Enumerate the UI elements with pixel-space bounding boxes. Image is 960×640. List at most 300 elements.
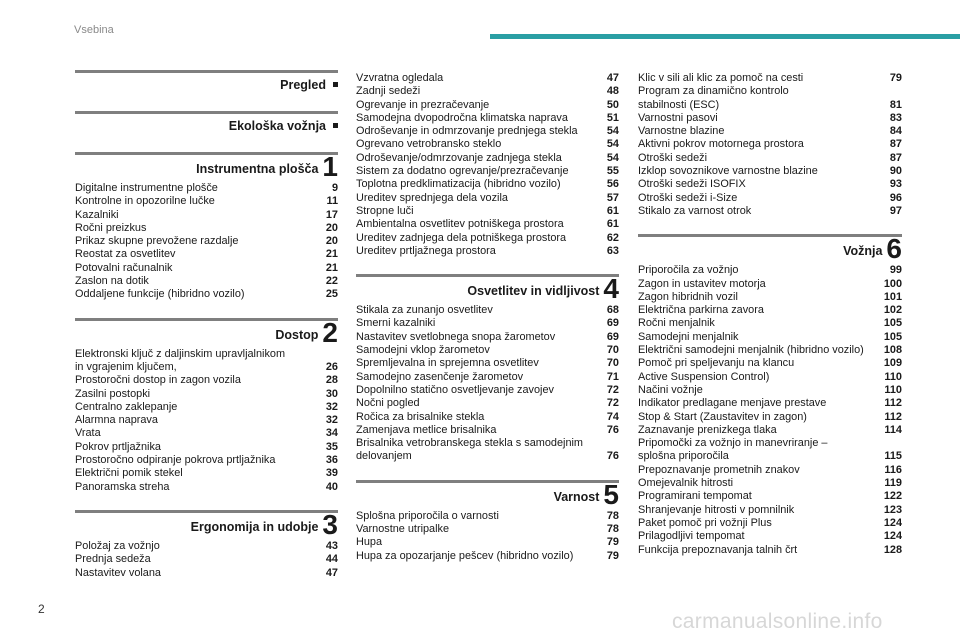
- entry-list: [638, 72, 902, 218]
- toc-entry-title: Pokrov prtljažnika: [75, 440, 161, 453]
- toc-entry[interactable]: [75, 248, 338, 261]
- toc-entry-title: Klic v sili ali klic za pomoč na cesti: [638, 72, 804, 84]
- toc-entry[interactable]: [356, 550, 619, 563]
- toc-entry[interactable]: [75, 454, 338, 467]
- toc-entry[interactable]: [638, 411, 902, 424]
- toc-entry-title: stabilnosti (ESC): [638, 98, 720, 111]
- entry-list: [75, 348, 338, 494]
- section-title-label: Dostop: [275, 327, 319, 342]
- toc-entry-title: Splošna priporočila o varnosti: [356, 509, 499, 522]
- toc-entry[interactable]: [638, 450, 902, 463]
- section-title[interactable]: [75, 151, 338, 182]
- toc-entry[interactable]: [638, 397, 902, 410]
- section-number: 5: [603, 478, 619, 510]
- section-title-label: Ekološka vožnja: [228, 119, 326, 133]
- toc-entry-page: 100: [883, 277, 902, 290]
- toc-entry[interactable]: [356, 424, 619, 437]
- toc-entry-title: in vgrajenim ključem,: [75, 360, 177, 373]
- section-title[interactable]: [75, 508, 338, 540]
- section-3: [75, 510, 338, 580]
- toc-entry-title: Izklop sovoznikove varnostne blazine: [638, 165, 818, 178]
- toc-entry[interactable]: [356, 232, 619, 245]
- toc-entry-page: 51: [606, 111, 619, 124]
- section-title-label: Osvetlitev in vidljivost: [467, 284, 600, 299]
- toc-entry-page: 43: [325, 539, 338, 552]
- toc-entry-title: Zaznavanje prenizkega tlaka: [638, 423, 777, 436]
- toc-entry-page: 57: [606, 191, 619, 204]
- toc-entry-page: 97: [889, 204, 902, 217]
- toc-entry-title: Otroški sedeži ISOFIX: [638, 178, 746, 191]
- toc-entry-page: 34: [325, 427, 338, 440]
- toc-entry-page: 44: [325, 553, 338, 566]
- toc-entry[interactable]: [638, 278, 902, 291]
- toc-entry-page: 87: [889, 138, 902, 151]
- toc-entry[interactable]: [75, 441, 338, 454]
- toc-entry-title: Ogrevanje in prezračevanje: [356, 98, 490, 111]
- toc-entry-page: 35: [325, 440, 338, 453]
- toc-entry-page: 72: [606, 383, 619, 396]
- toc-entry[interactable]: [356, 344, 619, 357]
- toc-entry-page: 101: [883, 290, 902, 303]
- section-number: 1: [322, 151, 338, 182]
- toc-entry[interactable]: [356, 371, 619, 384]
- toc-entry[interactable]: [638, 112, 902, 125]
- toc-entry-title: Ureditev zadnjega dela potniškega prostora: [356, 231, 567, 244]
- toc-entry-page: 30: [325, 387, 338, 400]
- toc-entry-title: Shranjevanje hitrosti v pomnilnik: [638, 503, 795, 516]
- section-title-label: Varnost: [553, 489, 600, 504]
- toc-entry[interactable]: [638, 504, 902, 517]
- toc-entry-title: Stikalo za varnost otrok: [638, 204, 752, 217]
- toc-entry[interactable]: [75, 195, 338, 208]
- toc-entry[interactable]: [638, 138, 902, 151]
- entry-list: [75, 182, 338, 302]
- toc-entry-page: 99: [889, 264, 902, 277]
- toc-entry-title: Prednja sedeža: [75, 553, 151, 566]
- toc-entry-title: Kontrolne in opozorilne lučke: [75, 195, 215, 208]
- watermark-text: carmanualsonline.info: [672, 610, 883, 633]
- toc-entry-title: Varnostne blazine: [638, 125, 725, 138]
- header-accent-bar: [490, 34, 960, 39]
- toc-entry-page: 11: [326, 195, 338, 208]
- toc-entry[interactable]: [356, 331, 619, 344]
- toc-entry-title: Samodejno zasenčenje žarometov: [356, 370, 524, 383]
- section-title[interactable]: [75, 114, 338, 136]
- toc-entry-title: Alarmna naprava: [75, 414, 158, 427]
- toc-entry-page: 122: [883, 490, 902, 503]
- toc-entry-page: 124: [883, 516, 902, 529]
- toc-entry-title: Načini vožnje: [638, 383, 703, 396]
- toc-entry-title: Samodejna dvopodročna klimatska naprava: [356, 111, 568, 124]
- toc-entry-page: 96: [889, 191, 902, 204]
- toc-entry[interactable]: [356, 384, 619, 397]
- toc-entry[interactable]: [356, 152, 619, 165]
- toc-entry-page: 84: [889, 125, 902, 138]
- toc-entry-page: 61: [606, 204, 619, 217]
- toc-entry[interactable]: [356, 165, 619, 178]
- toc-entry-title: Potovalni računalnik: [75, 261, 173, 274]
- toc-entry[interactable]: [75, 388, 338, 401]
- toc-entry[interactable]: [75, 209, 338, 222]
- toc-entry-page: 40: [325, 480, 338, 493]
- toc-entry-title: Omejevalnik hitrosti: [638, 477, 734, 490]
- toc-entry[interactable]: [638, 530, 902, 543]
- toc-entry-page: 74: [606, 410, 619, 423]
- toc-entry-page: 69: [606, 317, 619, 330]
- toc-entry-title: Program za dinamično kontrolo: [638, 85, 789, 98]
- toc-entry-title: Prostoročno odpiranje pokrova prtljažnika: [75, 454, 276, 467]
- toc-entry[interactable]: [638, 477, 902, 490]
- toc-entry[interactable]: [356, 397, 619, 410]
- toc-entry-title: Prilagodljivi tempomat: [638, 530, 745, 543]
- toc-entry[interactable]: [356, 357, 619, 370]
- toc-entry[interactable]: [356, 85, 619, 98]
- toc-entry-title: Nastavitev volana: [75, 566, 161, 579]
- toc-entry-page: 116: [884, 463, 902, 476]
- toc-entry-page: 69: [606, 330, 619, 343]
- toc-entry-title: Samodejni vklop žarometov: [356, 344, 490, 357]
- section-title[interactable]: [356, 478, 619, 510]
- toc-entry-page: 71: [606, 370, 619, 383]
- toc-entry-title: Varnostne utripalke: [356, 523, 450, 536]
- toc-entry-title: Otroški sedeži: [638, 151, 707, 164]
- toc-entry-title: Priporočila za vožnjo: [638, 264, 739, 277]
- toc-entry[interactable]: [75, 361, 338, 374]
- toc-entry-title: Zadnji sedeži: [356, 85, 421, 98]
- toc-entry[interactable]: [75, 222, 338, 235]
- toc-entry-page: 90: [889, 165, 902, 178]
- toc-entry[interactable]: [638, 344, 902, 357]
- bullet-icon: [333, 123, 338, 128]
- toc-entry-title: Hupa za opozarjanje pešcev (hibridno vozilo): [356, 549, 574, 562]
- toc-entry-page: 17: [325, 208, 338, 221]
- section-title-label: Vožnja: [843, 244, 883, 259]
- toc-entry-title: Vrata: [75, 427, 101, 440]
- toc-entry-title: Stop & Start (Zaustavitev in zagon): [638, 410, 807, 423]
- section-ekoloska: [75, 111, 338, 136]
- toc-entry-page: 87: [889, 151, 902, 164]
- toc-entry-title: Ročni preizkus: [75, 221, 147, 234]
- toc-entry[interactable]: [638, 192, 902, 205]
- toc-column-1: [75, 70, 338, 580]
- toc-entry-title: Dopolnilno statično osvetljevanje zavojev: [356, 383, 554, 396]
- toc-entry-title: Zagon in ustavitev motorja: [638, 277, 766, 290]
- toc-entry-page: 79: [606, 549, 619, 562]
- toc-entry-page: 48: [606, 85, 619, 98]
- toc-entry[interactable]: [638, 99, 902, 112]
- toc-entry-title: Odroševanje in odmrzovanje prednjega stekla: [356, 125, 578, 138]
- toc-column-2: [356, 70, 619, 563]
- toc-entry-title: Smerni kazalniki: [356, 317, 436, 330]
- section-number: 6: [886, 233, 902, 265]
- toc-entry-title: Ureditev prtljažnega prostora: [356, 244, 496, 257]
- toc-entry-title: Zasilni postopki: [75, 387, 151, 400]
- toc-entry[interactable]: [75, 467, 338, 480]
- toc-entry-page: 110: [884, 370, 902, 383]
- toc-entry-title: Električni samodejni menjalnik (hibridno vozilo): [638, 344, 864, 357]
- toc-entry[interactable]: [638, 424, 902, 437]
- toc-entry[interactable]: [356, 523, 619, 536]
- toc-entry-page: 110: [884, 383, 902, 396]
- section-title-label: Instrumentna plošča: [196, 162, 319, 176]
- entry-list: [638, 264, 902, 557]
- toc-entry[interactable]: [356, 245, 619, 258]
- toc-entry[interactable]: [638, 317, 902, 330]
- section-5: [356, 480, 619, 563]
- toc-entry[interactable]: [638, 464, 902, 477]
- toc-entry[interactable]: [75, 481, 338, 494]
- toc-entry[interactable]: [638, 178, 902, 191]
- toc-entry-page: 114: [884, 423, 902, 436]
- toc-entry-page: 105: [883, 317, 902, 330]
- toc-entry-title: Električni pomik stekel: [75, 467, 183, 480]
- toc-entry-title: Položaj za vožnjo: [75, 539, 160, 552]
- toc-entry-page: 26: [325, 360, 338, 373]
- entry-list: [75, 540, 338, 580]
- toc-entry-page: 54: [606, 151, 619, 164]
- toc-entry-title: Reostat za osvetlitev: [75, 248, 176, 261]
- toc-entry[interactable]: [356, 178, 619, 191]
- toc-entry[interactable]: [75, 401, 338, 414]
- toc-entry-page: 72: [606, 397, 619, 410]
- section-1: [75, 152, 338, 302]
- toc-entry-page: 115: [884, 450, 902, 463]
- toc-entry[interactable]: [75, 348, 338, 361]
- toc-entry[interactable]: [638, 437, 902, 450]
- toc-entry-title: Panoramska streha: [75, 480, 170, 493]
- toc-entry-page: 20: [325, 221, 338, 234]
- toc-entry-title: Ročni menjalnik: [638, 317, 715, 330]
- toc-entry-title: Pripomočki za vožnjo in manevriranje –: [638, 437, 828, 450]
- toc-entry[interactable]: [356, 138, 619, 151]
- toc-entry[interactable]: [638, 517, 902, 530]
- toc-entry-title: Active Suspension Control): [638, 370, 770, 383]
- toc-entry[interactable]: [638, 357, 902, 370]
- toc-entry[interactable]: [638, 264, 902, 277]
- toc-entry-page: 50: [606, 98, 619, 111]
- toc-entry-page: 79: [889, 72, 902, 84]
- section-number: 4: [603, 273, 619, 305]
- toc-entry-title: Stikala za zunanjo osvetlitev: [356, 304, 493, 317]
- entry-list: [356, 72, 619, 258]
- toc-entry-page: 119: [884, 477, 902, 490]
- toc-entry[interactable]: [638, 331, 902, 344]
- toc-entry[interactable]: [75, 540, 338, 553]
- toc-entry-title: Prikaz skupne prevožene razdalje: [75, 235, 239, 248]
- toc-entry-page: 39: [325, 467, 338, 480]
- toc-entry-title: Centralno zaklepanje: [75, 400, 178, 413]
- toc-entry[interactable]: [356, 437, 619, 450]
- toc-entry[interactable]: [638, 85, 902, 98]
- toc-entry-page: 54: [606, 138, 619, 151]
- toc-entry-title: Ročica za brisalnike stekla: [356, 410, 485, 423]
- toc-entry-title: Indikator predlagane menjave prestave: [638, 397, 827, 410]
- toc-entry-title: Otroški sedeži i-Size: [638, 191, 738, 204]
- section-pregled: [75, 70, 338, 95]
- toc-entry-title: Programirani tempomat: [638, 490, 752, 503]
- section-2: [75, 318, 338, 494]
- toc-entry-title: Električna parkirna zavora: [638, 304, 764, 317]
- toc-entry-title: Prepoznavanje prometnih znakov: [638, 463, 800, 476]
- toc-entry-title: Sistem za dodatno ogrevanje/prezračevanje: [356, 165, 569, 178]
- toc-entry-page: 79: [606, 536, 619, 549]
- toc-entry-title: Ureditev sprednjega dela vozila: [356, 191, 508, 204]
- toc-entry-page: 102: [883, 304, 902, 317]
- toc-entry-page: 76: [606, 450, 619, 463]
- toc-column-3: [638, 70, 902, 557]
- toc-entry-page: 105: [883, 330, 902, 343]
- toc-entry[interactable]: [356, 205, 619, 218]
- toc-entry-title: Nastavitev svetlobnega snopa žarometov: [356, 330, 556, 343]
- section-number: 2: [322, 316, 338, 348]
- toc-entry-page: 78: [606, 509, 619, 522]
- toc-entry[interactable]: [356, 72, 619, 85]
- toc-entry-title: delovanjem: [356, 450, 412, 463]
- toc-entry-page: 21: [325, 261, 338, 274]
- toc-entry-title: Hupa: [356, 536, 383, 549]
- toc-entry[interactable]: [356, 510, 619, 523]
- section-title[interactable]: [75, 316, 338, 348]
- toc-entry-page: 61: [606, 218, 619, 231]
- toc-entry-title: Stropne luči: [356, 204, 414, 217]
- section-4: [356, 274, 619, 464]
- toc-entry-page: 63: [606, 244, 619, 257]
- toc-entry-page: 68: [606, 304, 619, 317]
- toc-entry-page: 128: [883, 543, 902, 556]
- toc-entry-page: 109: [883, 357, 902, 370]
- toc-entry-page: 112: [884, 397, 902, 410]
- toc-entry-page: 20: [325, 235, 338, 248]
- toc-entry-page: 9: [331, 182, 338, 194]
- toc-entry[interactable]: [75, 235, 338, 248]
- toc-entry[interactable]: [638, 304, 902, 317]
- section-6: [638, 234, 902, 557]
- toc-entry[interactable]: [638, 384, 902, 397]
- section-title-label: Ergonomija in udobje: [190, 519, 319, 534]
- toc-entry[interactable]: [75, 427, 338, 440]
- toc-entry-page: 36: [325, 454, 338, 467]
- toc-entry-title: Prostoročni dostop in zagon vozila: [75, 374, 241, 387]
- toc-entry[interactable]: [638, 371, 902, 384]
- toc-entry-title: Paket pomoč pri vožnji Plus: [638, 516, 772, 529]
- toc-entry[interactable]: [356, 125, 619, 138]
- toc-entry[interactable]: [356, 304, 619, 317]
- section-title[interactable]: [638, 233, 902, 265]
- toc-entry-page: 76: [606, 423, 619, 436]
- toc-entry-page: 56: [606, 178, 619, 191]
- toc-entry-title: Funkcija prepoznavanja talnih črt: [638, 543, 798, 556]
- toc-entry-title: Oddaljene funkcije (hibridno vozilo): [75, 288, 245, 301]
- toc-entry-page: 32: [325, 414, 338, 427]
- entry-list: [356, 304, 619, 464]
- toc-entry[interactable]: [75, 262, 338, 275]
- toc-entry-title: Brisalnika vetrobranskega stekla s samodejnim: [356, 437, 583, 450]
- toc-entry-title: Spremljevalna in sprejemna osvetlitev: [356, 357, 539, 370]
- entry-list: [356, 510, 619, 563]
- toc-entry[interactable]: [638, 125, 902, 138]
- toc-entry-page: 55: [606, 165, 619, 178]
- toc-entry-title: Odroševanje/odmrzovanje zadnjega stekla: [356, 151, 562, 164]
- toc-entry-page: 47: [606, 72, 619, 84]
- toc-entry[interactable]: [75, 414, 338, 427]
- toc-entry-title: Varnostni pasovi: [638, 111, 718, 124]
- toc-entry-title: Nočni pogled: [356, 397, 420, 410]
- toc-entry[interactable]: [356, 317, 619, 330]
- toc-entry[interactable]: [638, 165, 902, 178]
- toc-entry-title: Ogrevano vetrobransko steklo: [356, 138, 502, 151]
- page-number: 2: [38, 602, 45, 616]
- toc-entry-title: Zamenjava metlice brisalnika: [356, 423, 497, 436]
- toc-entry-page: 78: [606, 523, 619, 536]
- toc-entry[interactable]: [75, 374, 338, 387]
- toc-entry-page: 21: [325, 248, 338, 261]
- section-title[interactable]: [75, 73, 338, 95]
- toc-entry-title: Digitalne instrumentne plošče: [75, 182, 218, 194]
- toc-entry-page: 22: [325, 275, 338, 288]
- section-title-label: Pregled: [280, 78, 326, 92]
- toc-entry-title: Vzvratna ogledala: [356, 72, 444, 84]
- toc-entry[interactable]: [356, 112, 619, 125]
- toc-entry[interactable]: [75, 275, 338, 288]
- toc-entry-title: Pomoč pri speljevanju na klancu: [638, 357, 795, 370]
- toc-entry-title: Elektronski ključ z daljinskim upravljalnikom: [75, 347, 286, 360]
- toc-entry-title: Aktivni pokrov motornega prostora: [638, 138, 804, 151]
- toc-entry-page: 28: [325, 374, 338, 387]
- toc-entry-page: 124: [883, 530, 902, 543]
- toc-entry[interactable]: [75, 182, 338, 195]
- toc-entry[interactable]: [638, 205, 902, 218]
- toc-entry-page: 112: [884, 410, 902, 423]
- toc-entry-page: 54: [606, 125, 619, 138]
- section-number: 3: [322, 508, 338, 540]
- toc-entry-page: 70: [606, 344, 619, 357]
- toc-entry-title: splošna priporočila: [638, 450, 729, 463]
- toc-entry[interactable]: [356, 192, 619, 205]
- toc-entry-title: Ambientalna osvetlitev potniškega prostora: [356, 218, 564, 231]
- toc-entry[interactable]: [356, 218, 619, 231]
- toc-entry-page: 70: [606, 357, 619, 370]
- toc-entry[interactable]: [356, 450, 619, 463]
- toc-entry-page: 25: [325, 288, 338, 301]
- toc-entry[interactable]: [75, 553, 338, 566]
- toc-entry-page: 108: [883, 344, 902, 357]
- toc-entry[interactable]: [638, 544, 902, 557]
- toc-entry[interactable]: [638, 72, 902, 85]
- toc-entry[interactable]: [638, 490, 902, 503]
- toc-entry-page: 32: [325, 400, 338, 413]
- toc-entry-page: 47: [325, 566, 338, 579]
- toc-entry[interactable]: [356, 536, 619, 549]
- section-title[interactable]: [356, 273, 619, 305]
- running-header: Vsebina: [74, 24, 114, 36]
- toc-entry-page: 83: [889, 111, 902, 124]
- bullet-icon: [333, 82, 338, 87]
- toc-entry[interactable]: [638, 152, 902, 165]
- toc-entry-title: Zaslon na dotik: [75, 275, 149, 288]
- toc-entry[interactable]: [356, 411, 619, 424]
- toc-entry[interactable]: [75, 288, 338, 301]
- toc-entry[interactable]: [638, 291, 902, 304]
- toc-entry-title: Toplotna predklimatizacija (hibridno vozilo): [356, 178, 561, 191]
- toc-entry-title: Samodejni menjalnik: [638, 330, 739, 343]
- toc-entry[interactable]: [75, 567, 338, 580]
- toc-entry-title: Kazalniki: [75, 208, 119, 221]
- toc-entry-page: 123: [883, 503, 902, 516]
- toc-entry-page: 62: [606, 231, 619, 244]
- toc-entry[interactable]: [356, 99, 619, 112]
- toc-entry-page: 93: [889, 178, 902, 191]
- toc-entry-page: 81: [889, 98, 902, 111]
